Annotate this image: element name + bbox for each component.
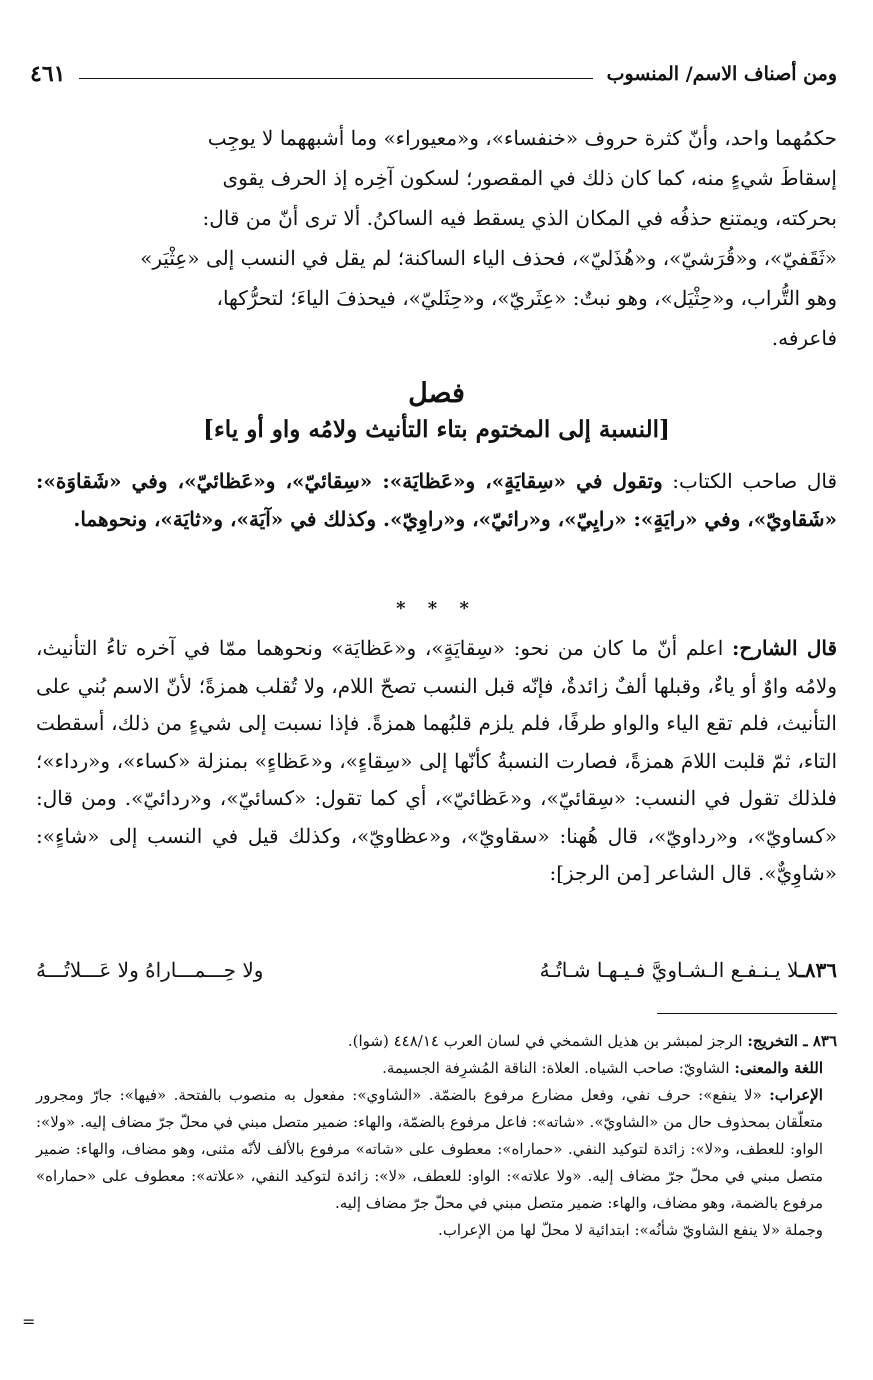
footnote-lead: اللغة والمعنى:	[734, 1059, 823, 1077]
author-lead: قال صاحب الكتاب:	[672, 469, 838, 493]
footnote-irab	[36, 1082, 837, 1217]
verse-first-hemistich	[540, 958, 837, 982]
footnote-lead: ٨٣٦ ـ التخريج:	[747, 1032, 837, 1050]
author-quote: وتقول في «سِقايَةٍ»، و«عَظايَة»: «سِقائيّ»، و«عَظائيّ»، وفي «شَقاوَة»: «شَقاويّ»، وفي «رايَةٍ»: «رايِيّ»، و«رائيّ»، و«راوِيّ». وكذلك في «آيَة»، و«ثايَة»، ونحوهما.	[36, 469, 837, 531]
footnote-text: الشاويّ: صاحب الشياه. العلاة: الناقة المُشرِفة الجسيمة.	[382, 1059, 730, 1077]
intro-line: حكمُهما واحد، وأنّ كثرة حروف «خنفساء»، و«معيوراء» وما أشبههما لا يوجِب	[207, 126, 837, 150]
section-subtitle: [النسبة إلى المختوم بتاء التأنيث ولامُه واو أو ياء]	[203, 416, 670, 443]
intro-line: وهو التُّراب، و«حِثْيَل»، وهو نبتٌ: «عِثَريّ»، و«حِثَليّ»، فيحذفَ الياءَ؛ لتحرُّكها،	[216, 286, 837, 310]
running-head-rule	[79, 78, 592, 79]
verse-first-text: لا يـنـفـع الـشـاويَّ فـيـهـا شـاتُـهُ	[539, 958, 799, 982]
intro-paragraph	[36, 118, 837, 358]
footnote-text: وجملة «لا ينفع الشاويّ شأنُه»: ابتدائية لا محلّ لها من الإعراب.	[438, 1221, 823, 1239]
commentary-lead: قال الشارح:	[732, 636, 838, 660]
footnotes	[36, 1028, 837, 1244]
footnote-divider	[657, 1013, 837, 1014]
intro-line: إسقاطَ شيءٍ منه، كما كان ذلك في المقصور؛ لسكون آخِره إذ الحرف يقوى	[222, 166, 837, 190]
intro-line: بحركته، ويمتنع حذفُه في المكان الذي يسقط فيه الساكنُ. ألا ترى أنّ من قال:	[202, 206, 837, 230]
verse-second-hemistich: ولا حِـــمـــاراهُ ولا عَـــلاتُـــهُ	[36, 958, 264, 982]
author-text	[36, 462, 837, 538]
commentary-text: اعلم أنّ ما كان من نحو: «سِقايَةٍ»، و«عَظايَة» ونحوهما ممّا في آخره تاءُ التأنيث، ولامُه واوٌ أو ياءٌ، وقبلها ألفٌ زائدةٌ، فإنّه قبل النسب تصحّ اللام، ولا تُقلب همزةً؛ لأنّ الاسم بُني على التأنيث، فلم تقع الياء والواو طرفًا، فلم يلزم قلبُهما همزةً. فإذا نسبت إلى شيءٍ من ذلك، أسقطت التاء، ثمّ قلبت اللامَ همزةً، فصارت النسبةُ كأنّها إلى «سِقاءٍ»، و«عَظاءٍ» بمنزلة «كساء»، و«رداء»؛ فلذلك تقول في النسب: «سِقائيّ»، و«عَظائيّ»، أي كما تقول: «كسائيّ»، و«ردائيّ». ومن قال: «كساويّ»، و«رداويّ»، قال هُهنا: «سقاويّ»، و«عظاويّ»، وكذلك قيل في النسب إلى «شاءٍ»: «شاوِيٌّ». قال الشاعر [من الرجز]:	[36, 636, 838, 885]
footnote-lead: الإعراب:	[769, 1086, 823, 1104]
commentary	[36, 630, 837, 893]
intro-line: فاعرفه.	[771, 326, 837, 350]
running-head	[30, 58, 837, 90]
footnote-text: الرجز لمبشر بن هذيل الشمخي في لسان العرب ٤٤٨/١٤ (شوا).	[347, 1032, 743, 1050]
running-head-title: ومن أصناف الاسم/ المنسوب	[606, 63, 837, 85]
margin-mark: =	[22, 1312, 36, 1331]
footnote-jumla	[36, 1217, 837, 1244]
intro-line: «ثَقَفيّ»، و«قُرَشيّ»، و«هُذَليّ»، فحذف الياء الساكنة؛ لم يقل في النسب إلى «عِثْيَر»	[140, 246, 837, 270]
poetry-verse	[36, 950, 837, 990]
page-number: ٤٦١	[30, 61, 66, 87]
separator-stars: * * *	[396, 598, 477, 619]
section-title: فصل	[408, 378, 465, 409]
footnote-text: «لا ينفع»: حرف نفي، وفعل مضارع مرفوع بالضمّة. «الشاوي»: مفعول به منصوب بالفتحة. «فيها»: جارّ ومجرور متعلّقان بمحذوف حال من «الشاويّ». «شاته»: فاعل مرفوع بالضمّة، والهاء: ضمير متصل مبني في محلّ جرّ مضاف إليه. «ولا»: الواو: للعطف، و«لا»: زائدة لتوكيد النفي. «حماراه»: معطوف على «شاته» مرفوع بالألف لأنّه مثنى، وهو مضاف، والهاء: ضمير متصل مبني في محلّ جرّ مضاف إليه. «ولا علاته»: الواو: للعطف، «لا»: زائدة لتوكيد النفي، «علاته»: معطوف على «حماراه» مرفوع بالضمة، وهو مضاف، والهاء: ضمير متصل مبني في محلّ جرّ مضاف إليه.	[36, 1086, 823, 1212]
section-heading	[36, 376, 837, 448]
verse-number: ٨٣٦ـ	[798, 958, 837, 982]
footnote-lugha	[36, 1055, 837, 1082]
footnote-takhrij	[36, 1028, 837, 1055]
